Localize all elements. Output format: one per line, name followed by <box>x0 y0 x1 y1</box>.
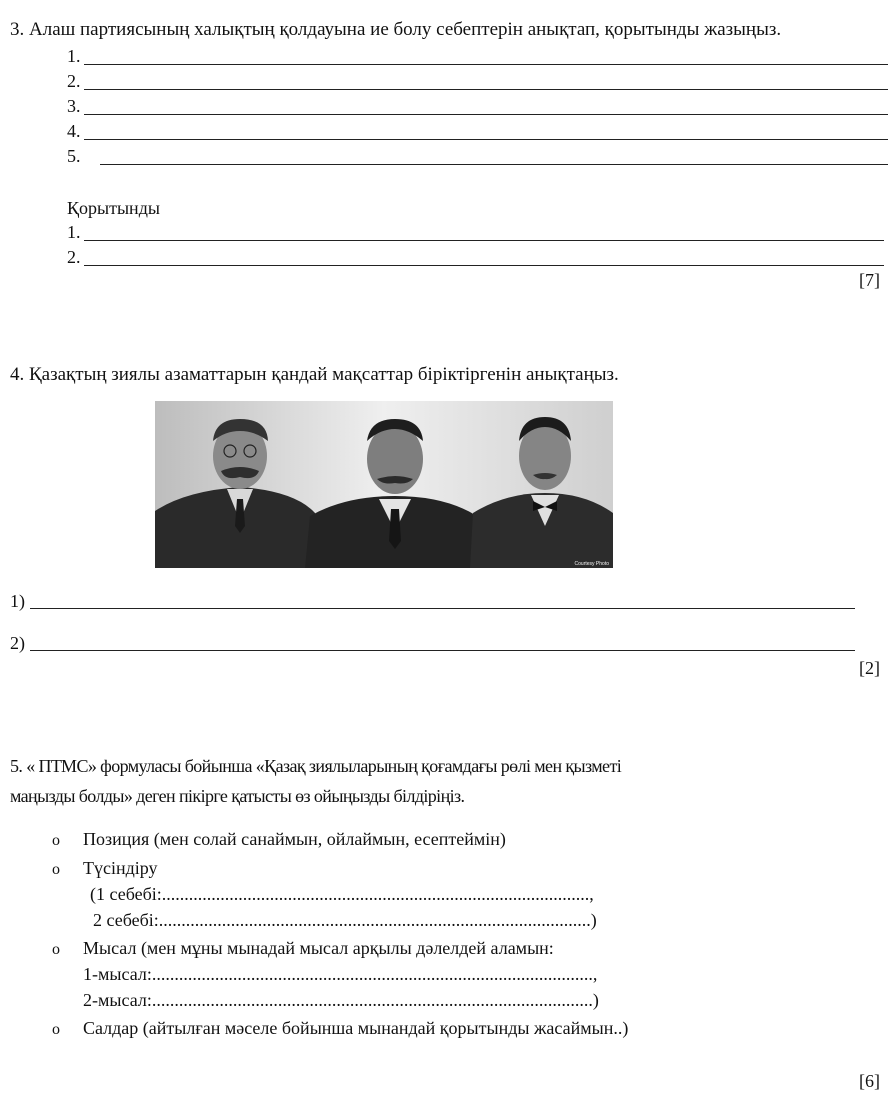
ptms-reason-1[interactable]: (1 себебі:..............................................................................................., <box>90 884 594 904</box>
q3-answer-line-5[interactable] <box>100 164 888 165</box>
q4-answer-line-1[interactable] <box>30 608 855 609</box>
q3-answer-line-3[interactable] <box>84 114 888 115</box>
ptms-consequence: Салдар (айтылған мәселе бойынша мынандай қорытынды жасаймын..) <box>83 1018 629 1038</box>
bullet-icon: o <box>52 861 60 878</box>
q3-conclusion-label: Қорытынды <box>67 198 160 218</box>
q4-score: [2] <box>859 658 880 678</box>
q3-conclusion-line-1[interactable] <box>84 240 884 241</box>
q3-item-number: 4. <box>67 121 81 141</box>
photo-three-men <box>155 401 613 568</box>
question-5-title-line1: 5. « ПТМС» формуласы бойынша «Қазақ зиялыларының қоғамдағы рөлі мен қызметі <box>10 756 622 776</box>
ptms-example: Мысал (мен мұны мынадай мысал арқылы дәлелдей аламын: <box>83 938 554 958</box>
photo-caption: Courtesy Photo <box>574 561 609 567</box>
q3-item-number: 3. <box>67 96 81 116</box>
q3-score: [7] <box>859 270 880 290</box>
q4-answer-line-2[interactable] <box>30 650 855 651</box>
q3-answer-line-1[interactable] <box>84 64 888 65</box>
q4-answer-label: 2) <box>10 633 25 653</box>
ptms-position: Позиция (мен солай санаймын, ойлаймын, есептеймін) <box>83 829 506 849</box>
bullet-icon: o <box>52 941 60 958</box>
q3-answer-line-2[interactable] <box>84 89 888 90</box>
question-3-title: 3. Алаш партиясының халықтың қолдауына ие болу себептерін анықтап, қорытынды жазыңыз. <box>10 19 782 40</box>
q3-conclusion-line-2[interactable] <box>84 265 884 266</box>
question-4-title: 4. Қазақтың зиялы азаматтарын қандай мақсаттар біріктіргенін анықтаңыз. <box>10 364 619 385</box>
q5-score: [6] <box>859 1071 880 1091</box>
q3-item-number: 1. <box>67 46 81 66</box>
ptms-example-2[interactable]: 2-мысал:..................................................................................................) <box>83 990 599 1010</box>
bullet-icon: o <box>52 1021 60 1038</box>
q3-conclusion-number: 2. <box>67 247 81 267</box>
q3-item-number: 5. <box>67 146 81 166</box>
ptms-example-1[interactable]: 1-мысал:.................................................................................................., <box>83 964 598 984</box>
question-5-title-line2: маңызды болды» деген пікірге қатысты өз ойыңызды білдіріңіз. <box>10 786 465 806</box>
q3-item-number: 2. <box>67 71 81 91</box>
q4-answer-label: 1) <box>10 591 25 611</box>
ptms-reason-2[interactable]: 2 себебі:................................................................................................) <box>93 910 597 930</box>
bullet-icon: o <box>52 832 60 849</box>
q3-conclusion-number: 1. <box>67 222 81 242</box>
q3-answer-line-4[interactable] <box>84 139 888 140</box>
historical-photo <box>155 401 613 568</box>
ptms-explain: Түсіндіру <box>83 858 158 878</box>
